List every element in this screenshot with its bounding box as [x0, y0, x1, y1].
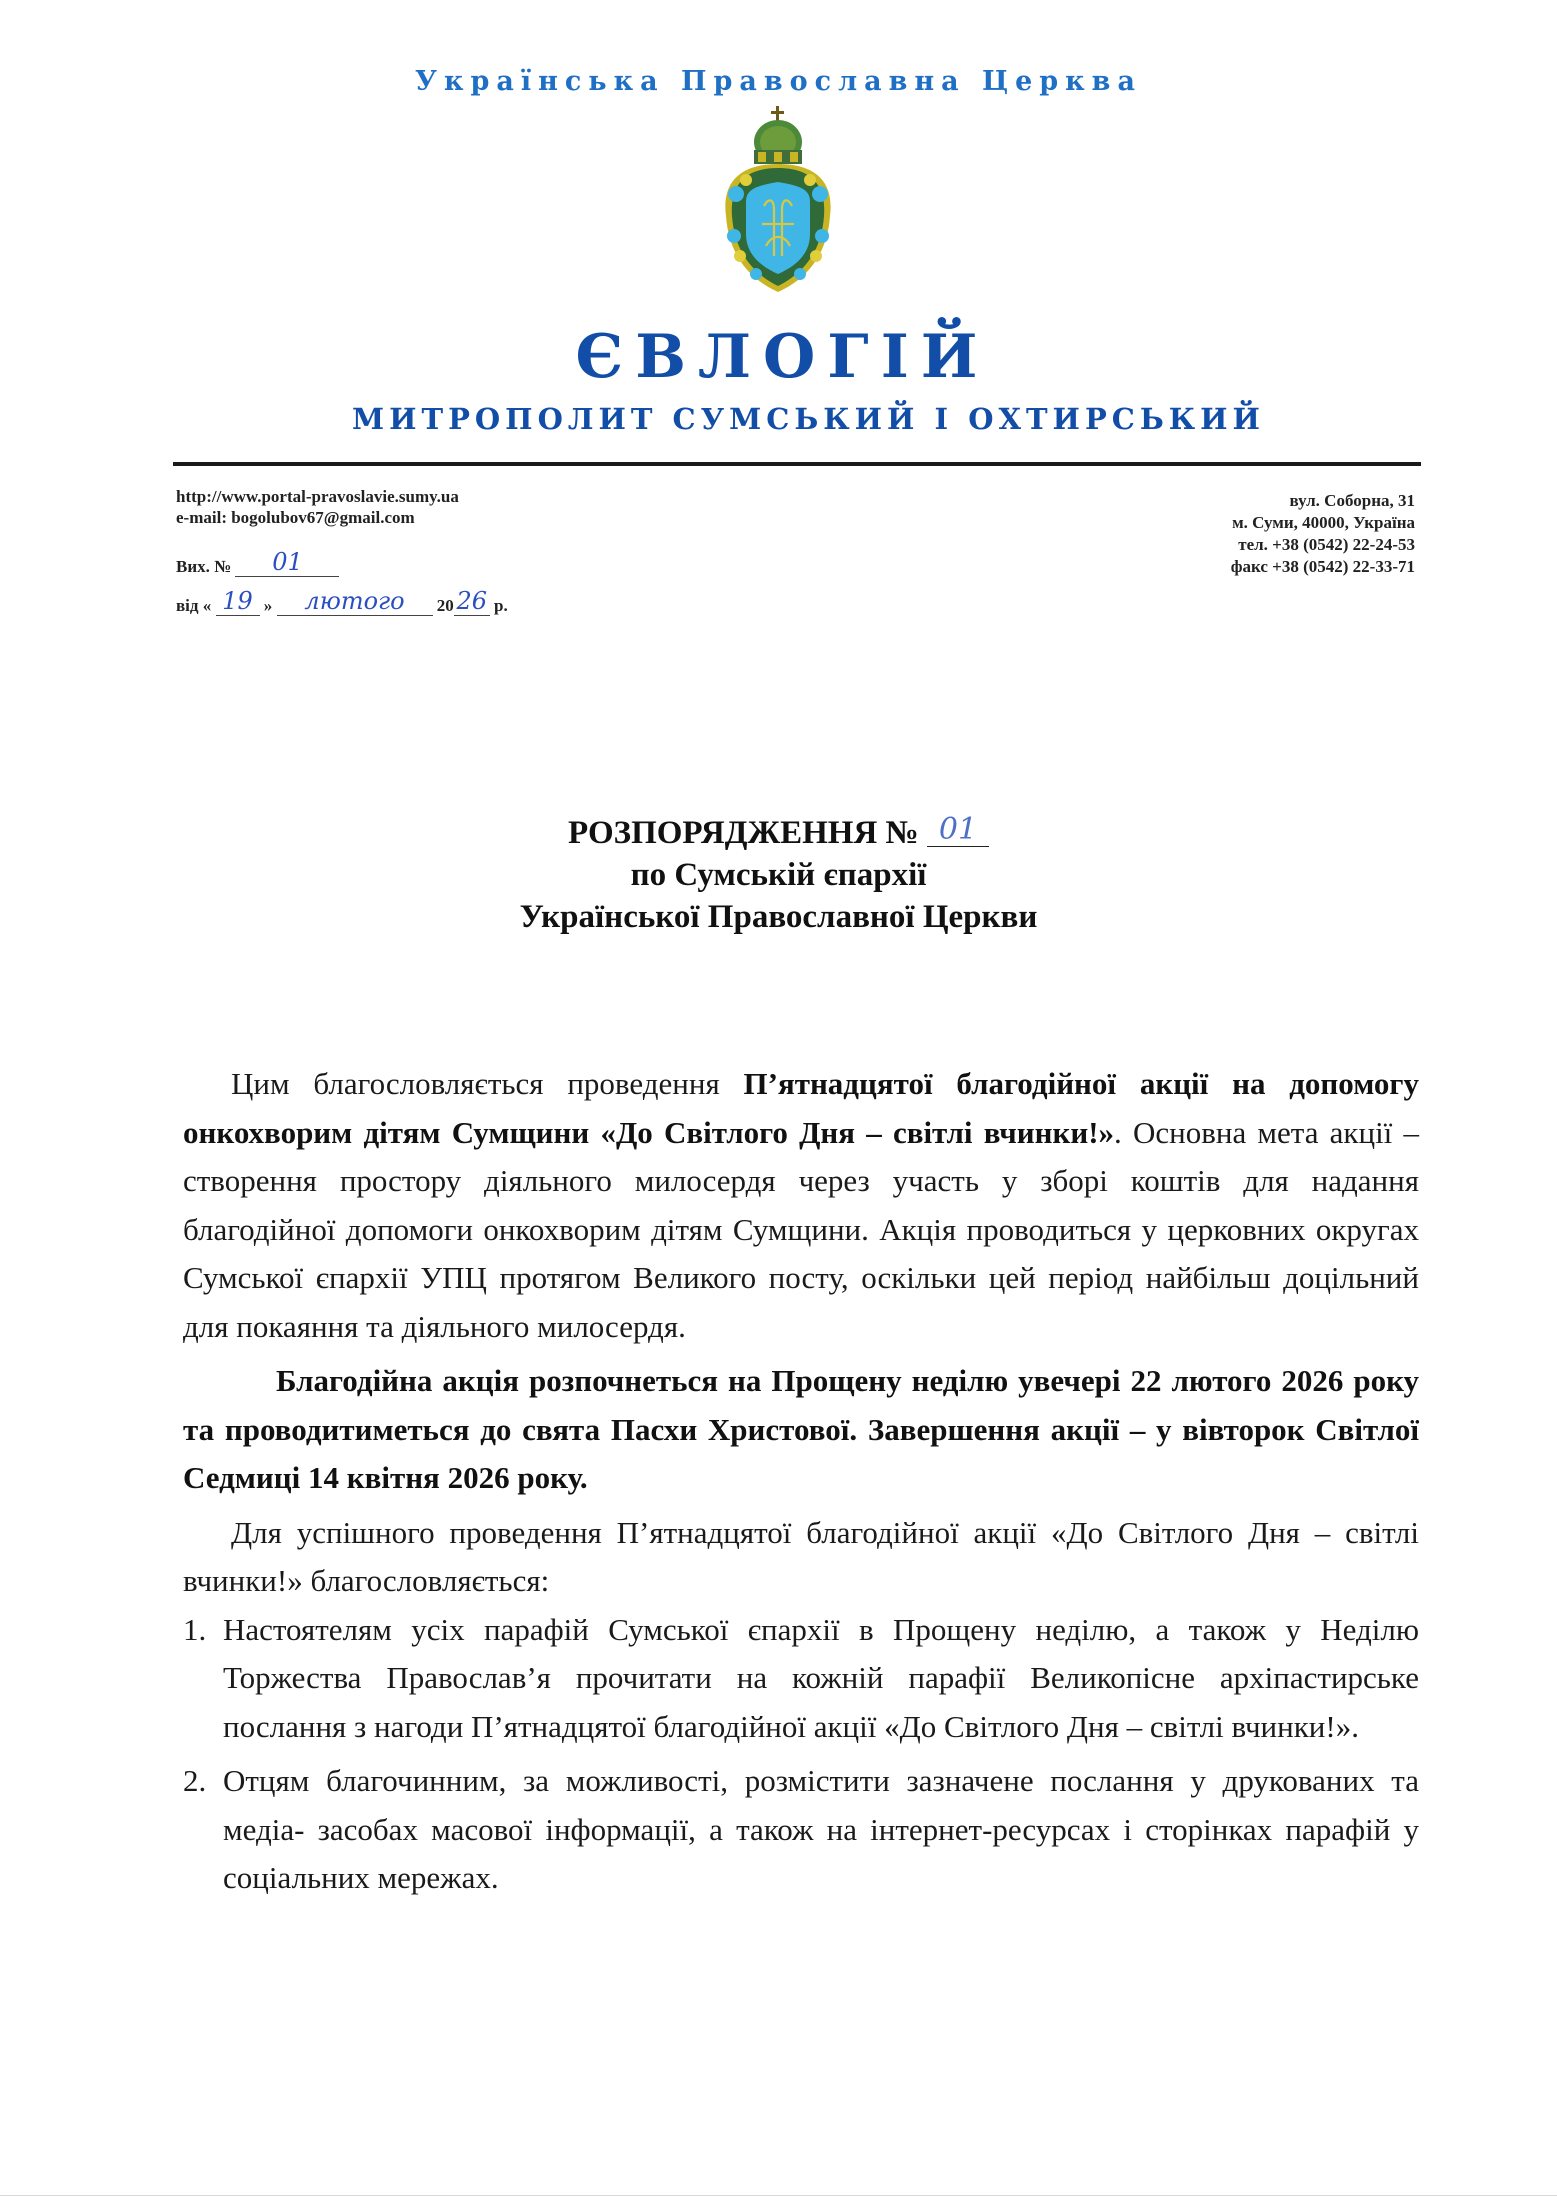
list-item-number: 1.	[183, 1611, 207, 1647]
outgoing-label: Вих. №	[176, 557, 232, 576]
list-item-number: 2.	[183, 1763, 207, 1798]
intro-text-continued: . Основна мета акції – створення простору діяльного милосердя через участь у зборі коштів для надання благодійної допомоги онкохворим дітям Сумщини. Акція проводиться у церковних округах Сумської єпархії УПЦ протягом Великого посту, оскільки цей період найбільш доцільний для покаяння та діяльного милосердя.	[183, 1114, 1419, 1344]
list-item	[183, 1757, 1419, 1903]
campaign-name: П’ятнадцятої благодійної акції на допомогу онкохворим дітям Сумщини «До Світлого Дня – світлі вчинки!»	[183, 1066, 1419, 1150]
date-day-field	[216, 587, 260, 616]
fax-number: факс +38 (0542) 22-33-71	[1230, 557, 1415, 576]
decree-heading	[0, 812, 1557, 938]
date-line	[176, 587, 508, 616]
hierarch-name: ЄВЛОГІЙ	[575, 322, 990, 392]
decree-subtitle-diocese: по Сумській єпархії	[630, 857, 927, 893]
date-year-prefix: 20	[436, 596, 454, 615]
church-name: Українська Православна Церква	[415, 66, 1142, 97]
paragraph-dates: Благодійна акція розпочнеться на Прощену неділю увечері 22 лютого 2026 року та проводитиметься до свята Пасхи Христової. Завершення акції – у вівторок Світлої Седмиці 14 квітня 2026 року.	[183, 1363, 1419, 1495]
date-mid: »	[263, 596, 273, 615]
date-end: р.	[494, 596, 508, 615]
date-year-field	[454, 587, 490, 616]
decree-title: РОЗПОРЯДЖЕННЯ №	[568, 815, 919, 851]
outgoing-number-line	[176, 548, 339, 577]
list-item	[183, 1606, 1419, 1752]
date-month-handwritten: лютого	[304, 587, 405, 615]
decree-number-field	[927, 812, 989, 847]
outgoing-number-handwritten: 01	[272, 548, 303, 576]
instructions-list	[183, 1606, 1419, 1903]
decree-subtitle-church: Української Православної Церкви	[519, 899, 1038, 935]
date-year-handwritten: 26	[456, 587, 488, 615]
date-day-handwritten: 19	[222, 587, 253, 615]
outgoing-number-field	[235, 548, 339, 577]
list-item-text: Настоятелям усіх парафій Сумської єпархії в Прощену неділю, а також у Неділю Торжества Православ’я прочитати на кожній парафії Великопісне архіпастирське послання з нагоди П’ятнадцятої благодійної акції «До Світлого Дня – світлі вчинки!».	[223, 1611, 1419, 1744]
decree-title-line	[0, 812, 1557, 854]
letterhead-divider	[173, 462, 1421, 466]
decree-number-handwritten: 01	[938, 812, 978, 847]
email-link[interactable]: e-mail: bogolubov67@gmail.com	[176, 508, 415, 527]
website-link[interactable]: http://www.portal-pravoslavie.sumy.ua	[176, 487, 459, 506]
intro-text: Цим благословляється проведення	[231, 1066, 744, 1101]
address-city: м. Суми, 40000, Україна	[1232, 513, 1415, 532]
coat-of-arms-icon	[716, 106, 840, 294]
list-item-text: Отцям благочинним, за можливості, розмістити зазначене послання у друкованих та медіа- засобах масової інформації, а також на інтернет-ресурсах і сторінках парафій у соціальних мережах.	[223, 1763, 1419, 1895]
address-street: вул. Соборна, 31	[1289, 491, 1415, 510]
paragraph-intro	[183, 1060, 1419, 1351]
contact-block-left	[176, 486, 459, 528]
date-month-field	[277, 587, 433, 616]
decree-body	[183, 1060, 1419, 1903]
hierarch-title: МИТРОПОЛИТ СУМСЬКИЙ І ОХТИРСЬКИЙ	[352, 402, 1265, 436]
phone-number: тел. +38 (0542) 22-24-53	[1238, 535, 1415, 554]
contact-block-right	[1231, 490, 1415, 578]
paragraph-blessing: Для успішного проведення П’ятнадцятої благодійної акції «До Світлого Дня – світлі вчинки!» благословляється:	[183, 1514, 1419, 1598]
date-prefix: від «	[176, 596, 212, 615]
page-edge	[0, 2195, 1557, 2196]
